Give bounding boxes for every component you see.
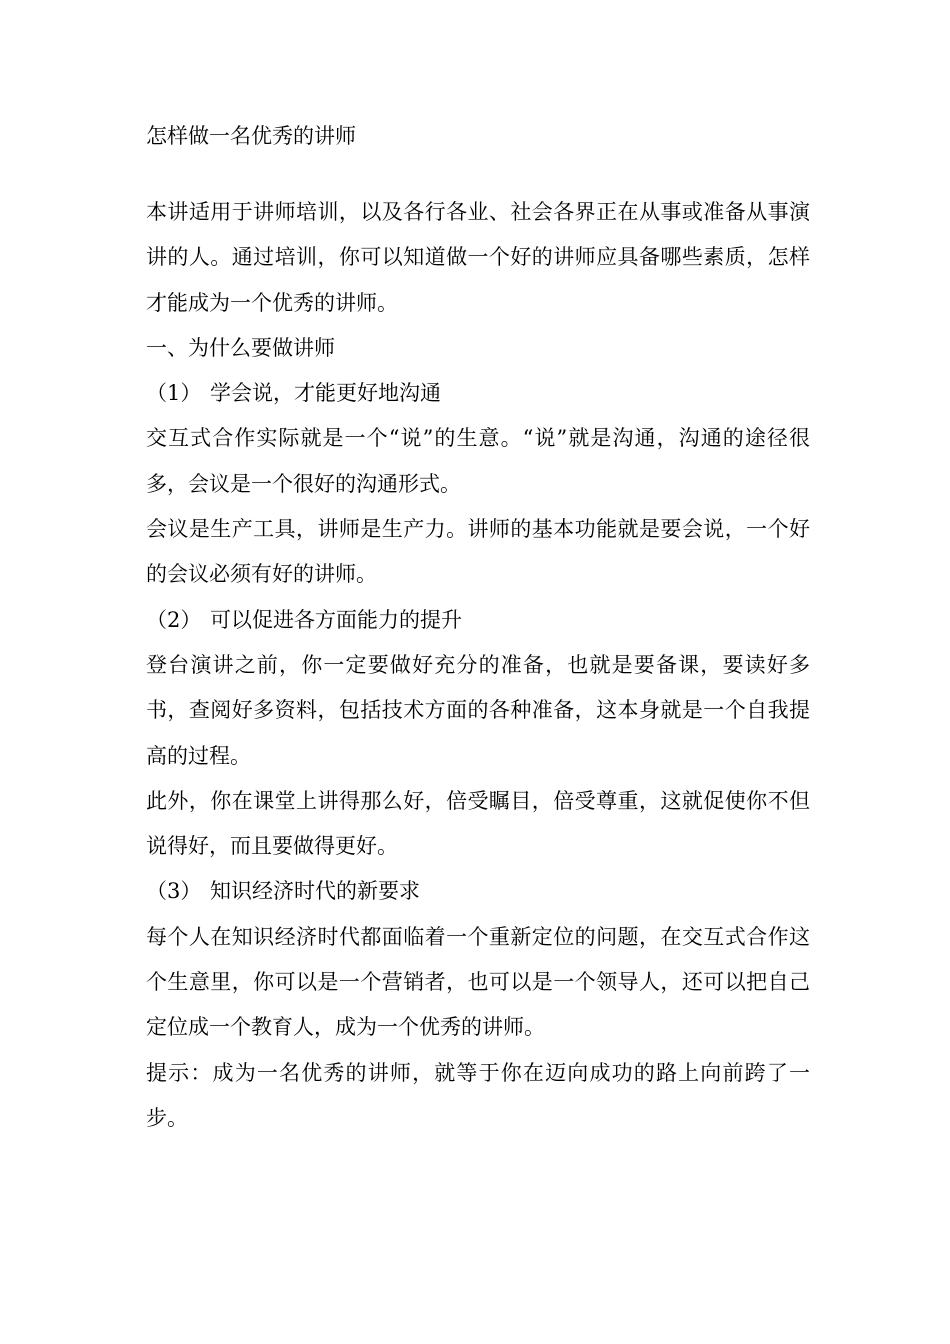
subsection-label: 知识经济时代的新要求 <box>210 879 420 904</box>
body-paragraph: 交互式合作实际就是一个“说”的生意。“说”就是沟通，沟通的途径很多，会议是一个很好的沟通形式。 <box>146 426 810 496</box>
subsection-label: 可以促进各方面能力的提升 <box>210 607 462 632</box>
subsection-label: 学会说，才能更好地沟通 <box>210 381 441 406</box>
subsection-number: （2） <box>146 607 202 632</box>
subsection-heading-2 <box>146 598 810 643</box>
tip-paragraph: 提示：成为一名优秀的讲师，就等于你在迈向成功的路上向前跨了一步。 <box>146 1060 810 1130</box>
intro-paragraph: 本讲适用于讲师培训，以及各行各业、社会各界正在从事或准备从事演讲的人。通过培训，你可以知道做一个好的讲师应具备哪些素质，怎样才能成为一个优秀的讲师。 <box>146 200 810 315</box>
section-heading-why-be-lecturer: 一、为什么要做讲师 <box>146 335 335 360</box>
subsection-number: （3） <box>146 879 202 904</box>
body-paragraph: 登台演讲之前，你一定要做好充分的准备，也就是要备课，要读好多书，查阅好多资料，包括技术方面的各种准备，这本身就是一个自我提高的过程。 <box>146 652 810 768</box>
subsection-number: （1） <box>146 381 202 406</box>
subsection-heading-1 <box>146 371 810 416</box>
document-title: 怎样做一名优秀的讲师 <box>146 124 356 148</box>
body-paragraph: 每个人在知识经济时代都面临着一个重新定位的问题，在交互式合作这个生意里，你可以是一个营销者，也可以是一个领导人，还可以把自己定位成一个教育人，成为一个优秀的讲师。 <box>146 924 810 1040</box>
body-paragraph: 会议是生产工具，讲师是生产力。讲师的基本功能就是要会说，一个好的会议必须有好的讲师。 <box>146 517 810 587</box>
body-paragraph: 此外，你在课堂上讲得那么好，倍受瞩目，倍受尊重，这就促使你不但说得好，而且要做得更好。 <box>146 788 810 859</box>
document-body <box>146 190 810 1141</box>
subsection-heading-3 <box>146 869 810 914</box>
